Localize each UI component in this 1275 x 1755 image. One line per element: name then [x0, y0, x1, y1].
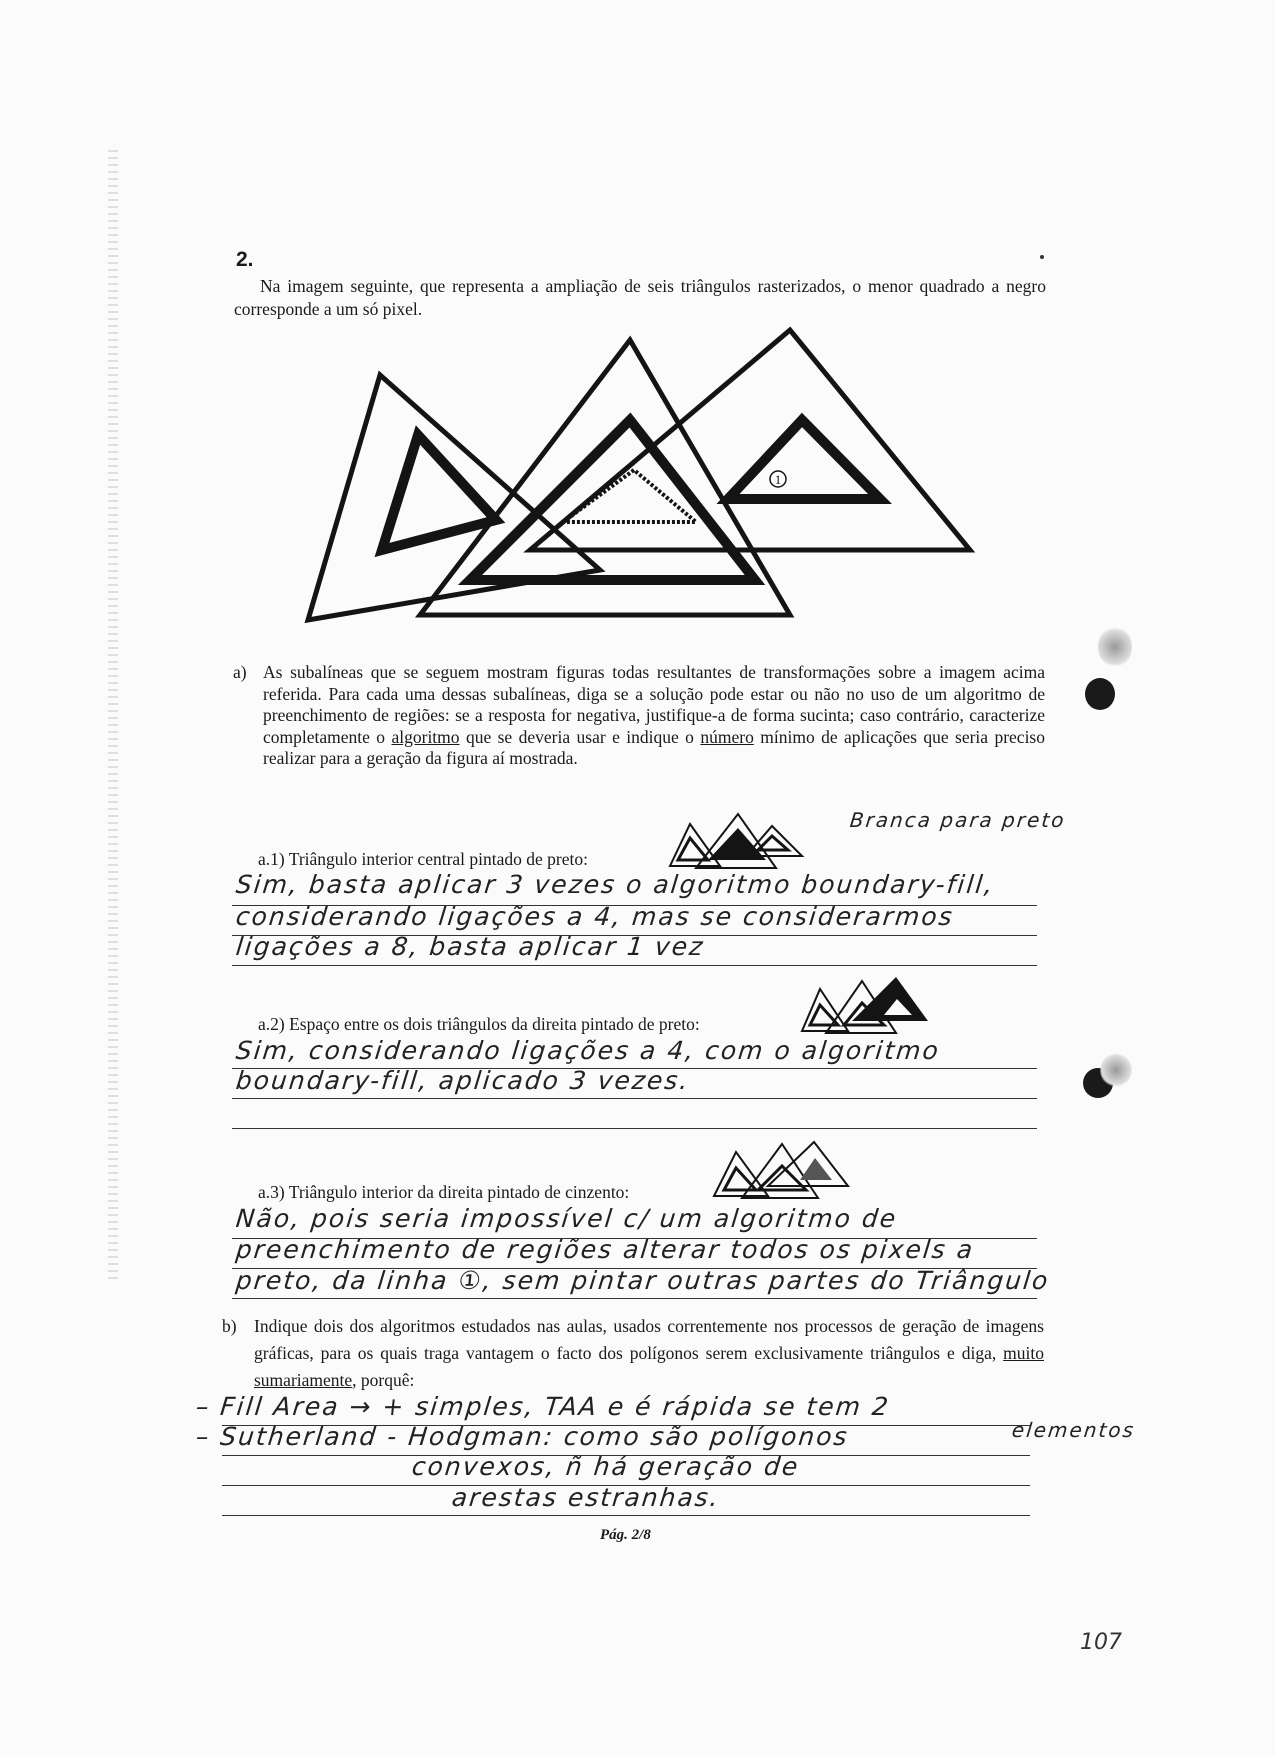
- answer-rule-a2-2: [232, 1098, 1037, 1099]
- part-b-label: b): [222, 1316, 237, 1336]
- margin-note: Branca para preto: [848, 808, 1067, 832]
- inner-triangle-left: [382, 435, 496, 550]
- answer-b-line-3: convexos, ñ há geração de: [410, 1452, 801, 1481]
- stray-dot: [1040, 255, 1044, 259]
- subquestion-a2: a.2) Espaço entre os dois triângulos da direita pintado de preto:: [258, 1014, 700, 1034]
- underline-numero: número: [700, 726, 754, 747]
- answer-a1-line-1: Sim, basta aplicar 3 vezes o algoritmo boundary-fill,: [234, 870, 996, 899]
- answer-a2-line-2: boundary-fill, aplicado 3 vezes.: [234, 1066, 692, 1095]
- answer-b-line-1: – Fill Area → + simples, TAA e é rápida se tem 2: [194, 1392, 892, 1421]
- answer-a2-line-1: Sim, considerando ligações a 4, com o algoritmo: [234, 1036, 942, 1065]
- answer-b-line-1-continuation: elementos: [1010, 1418, 1137, 1442]
- subquestion-a3: a.3) Triângulo interior da direita pintado de cinzento:: [258, 1182, 630, 1202]
- answer-b-line-2: – Sutherland - Hodgman: como são polígonos: [194, 1422, 851, 1451]
- inner-triangle-center: [470, 420, 755, 580]
- answer-a1-line-3: ligações a 8, basta aplicar 1 vez: [234, 932, 706, 961]
- answer-rule-a2-3: [232, 1128, 1037, 1129]
- answer-rule-a1-3: [232, 965, 1037, 966]
- scan-smudge-top: [1098, 625, 1132, 669]
- answer-b-line-4: arestas estranhas.: [450, 1483, 722, 1512]
- scan-edge-artifact: [108, 150, 118, 1280]
- answer-a3-line-2: preenchimento de regiões alterar todos os pixels a: [234, 1235, 976, 1264]
- answer-a3-line-3: preto, da linha ①, sem pintar outras partes do Triângulo: [234, 1266, 1051, 1295]
- subquestion-a1: a.1) Triângulo interior central pintado de preto:: [258, 849, 588, 869]
- underline-algoritmo: algoritmo: [391, 726, 460, 747]
- underline-muito-sumariamente: muito sumariamente: [254, 1343, 1044, 1390]
- label-one-text: 1: [774, 472, 782, 487]
- question-intro: Na imagem seguinte, que representa a ampliação de seis triângulos rasterizados, o menor quadrado a negro corresponde a um só pixel.: [234, 276, 1046, 319]
- question-number: 2.: [236, 248, 254, 271]
- outer-triangle-right: [530, 330, 970, 550]
- inner-triangle-right: [728, 420, 880, 499]
- punch-hole-top: [1085, 678, 1115, 710]
- answer-rule-a3-3: [232, 1298, 1037, 1299]
- thumbnail-a3: [712, 1138, 852, 1200]
- rasterized-triangles-figure: [300, 325, 980, 625]
- answer-a1-line-2: considerando ligações a 4, mas se considerarmos: [234, 902, 956, 931]
- answer-rule-b-4: [222, 1515, 1030, 1516]
- sheet-number: 107: [1080, 1630, 1122, 1655]
- part-b-statement: b) Indique dois dos algoritmos estudados nas aulas, usados correntemente nos processos de geração de imagens gráficas, para os quais traga vantagem o facto dos polígonos serem exclusivamente triângulos e diga, muito sumariamente, porquê:: [222, 1313, 1044, 1394]
- part-a-statement: a) As subalíneas que se seguem mostram figuras todas resultantes de transformações sobre a imagem acima referida. Para cada uma dessas subalíneas, diga se a solução pode estar ou não no uso de um algoritmo de preenchimento de regiões: se a resposta for negativa, justifique-a de forma sucinta; caso contrário, caracterize completamente o algoritmo que se deveria usar e indique o número mínimo de aplicações que seria preciso realizar para a geração da figura aí mostrada.: [233, 662, 1045, 768]
- scan-smudge-bottom: [1100, 1052, 1132, 1088]
- page-number: Pág. 2/8: [600, 1527, 651, 1543]
- part-a-label: a): [233, 662, 247, 682]
- thumbnail-a2: [800, 975, 930, 1035]
- answer-a3-line-1: Não, pois seria impossível c/ um algoritmo de: [234, 1204, 899, 1233]
- thumbnail-a1: [668, 810, 808, 870]
